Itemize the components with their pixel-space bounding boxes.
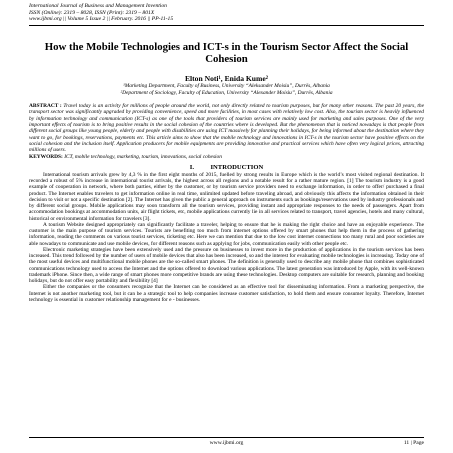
journal-name: International Journal of Business and Management Invention (29, 3, 167, 9)
affiliation-2: ²Department of Sociology, Faculty of Education, University “Alexander Moisiu”, Durrës, Albania (120, 89, 333, 96)
affiliation-1: ¹Marketing Department, Faculty of Business, University “Aleksander Moisiu”, Durrës, Albania (123, 82, 330, 89)
body-paragraph: Either the companies or the consumers recognize that the Internet can be considered as an effective tool for disseminating information. From a marketing perspective, the Internet is not another marketing tool, but it can be a strategic tool to help companies increase customer satisfaction, to hold them and ensure consumer loyalty. Therefore, Internet technology is essential in customer relationship management for e - businesses. (29, 284, 424, 303)
affiliations (29, 83, 424, 96)
abstract-text: Travel today is an activity for millions of people around the world, not only directly related to tourism purposes, but for many other reasons. The past 20 years, the transport sector was significantly upgraded by providing convenience, speed and more facilities, in most cases with relatively low cost. Also, the tourism sector is heavily influenced by information technology and communication (ICT-s) as one of the tools that providers of tourism services are mainly used for marketing and sales purposes. One of the very important effects of tourism is to bring positive results in the social cohesion of the countries where is developed. But the phenomenon that is noticed nowadays is that people from different social groups like young people, elderly and people with disabilities are using ICT massively for planning their holidays, for being informed about the destination where they want to go, for bookings, reservations, payments etc. This article aims to show that the mobile technology and innovations in ICT-s in the tourism sector have positive effects on the social cohesion and the inclusion itself. Application producers for mobile equipments are providing innovative and practical services which have often very logical prices, attracting millions of users. (29, 103, 424, 154)
body-paragraph: Electronic marketing strategies have been extensively used and the pressure on businesses to invest more in the production of applications in the tourism services has been increased. This trend followed by the number of users of mobile devices that also has been increased, so and the interest for evaluating mobile technologies is increasing. Today one of the most useful devices and multifunctional mobile phones are the so-called smart phones. The definition is generally used to describe any mobile phone that combines sophisticated communications technology used to access the Internet and the options offered to download various applications. The latest generation was introduced by Apple, with its well-known trademark iPhone. Since then, a wide range of smart phones more competitive brands are using these technologies. Desktop computers are suitable for research, planning and booking holidays, but do not offer easy portability and flexibility [4] (29, 246, 424, 285)
page-footer (29, 437, 424, 450)
keywords-text: ICT, mobile technology, marketing, tourism, innovations, social cohesion (64, 153, 222, 160)
paper-title: How the Mobile Technologies and ICT-s in the Tourism Sector Affect the Social Cohesion (44, 40, 409, 66)
footer-website: www.ijbmi.org (209, 440, 244, 446)
abstract (29, 103, 424, 153)
body-text (29, 172, 424, 303)
page-number: 11 | Page (403, 440, 424, 446)
keywords (29, 154, 424, 160)
paper-authors: Elton Noti¹, Enida Kume² (184, 73, 269, 83)
journal-volume: www.ijbmi.org || Volume 5 Issue 2 || February. 2016 || PP-11-15 (29, 16, 174, 23)
journal-header (29, 3, 424, 23)
body-paragraph: A tourism Website designed appropriately can significantly facilitate a traveler, helping to ensure that he is making the right choice and have an enjoyable experience. The customer is the main purpose of tourism services. Tourists are benefiting too much from internet options offered by smart phones that help them in the process of gathering information, reading the comments on various tourist services, ticketing etc. Here we can mention that due to the low cost internet connections too many rural and poor societies are able nowadays to communicate and use mobile devices, for different reasons such as applying for jobs, communication easily with other people etc. (29, 221, 424, 247)
header-divider (29, 25, 424, 26)
footer-divider (29, 437, 424, 438)
body-paragraph: International tourism arrivals grew by 4,3 % in the first eight months of 2015, fuelled by strong results in Europe which is the world’s most visited regional destination. It recorded a robust of 5% increase in international tourist arrivals, the highest across all regions and a notable result for a rather mature region. [1] The tourism industry is a good example of cooperation in network, where both parties, either by the customer, or by tourism service providers need to exchange information, in order to offer/ purchased a final product. The Internet enables travelers to get information online in real time, unlimited updated before traveling abroad, and obviously this affects the information obtained in their decision to visit or not a specific destination [2]. The Internet has given the public a general approach on instruments such as bookings/reservations used by industry professionals and by different social groups. Mobile applications may soon transform all the tourism services, providing instant and appropriate responses to the needs of passengers. Apart from accommodation bookings at accommodation units, air flight tickets, etc, mobile applications currently lie in all services related to transport, travel agencies, hotels and many cultural, historical or environmental information for travelers [3]. (29, 171, 424, 222)
journal-issn: ISSN (Online): 2319 – 8028, ISSN (Print): 2319 – 801X (29, 9, 155, 16)
section-heading-text: I. INTRODUCTION (189, 163, 264, 171)
section-heading (29, 164, 424, 172)
keywords-label: KEYWORDS: (29, 153, 63, 160)
abstract-label: ABSTRACT : (29, 103, 62, 110)
